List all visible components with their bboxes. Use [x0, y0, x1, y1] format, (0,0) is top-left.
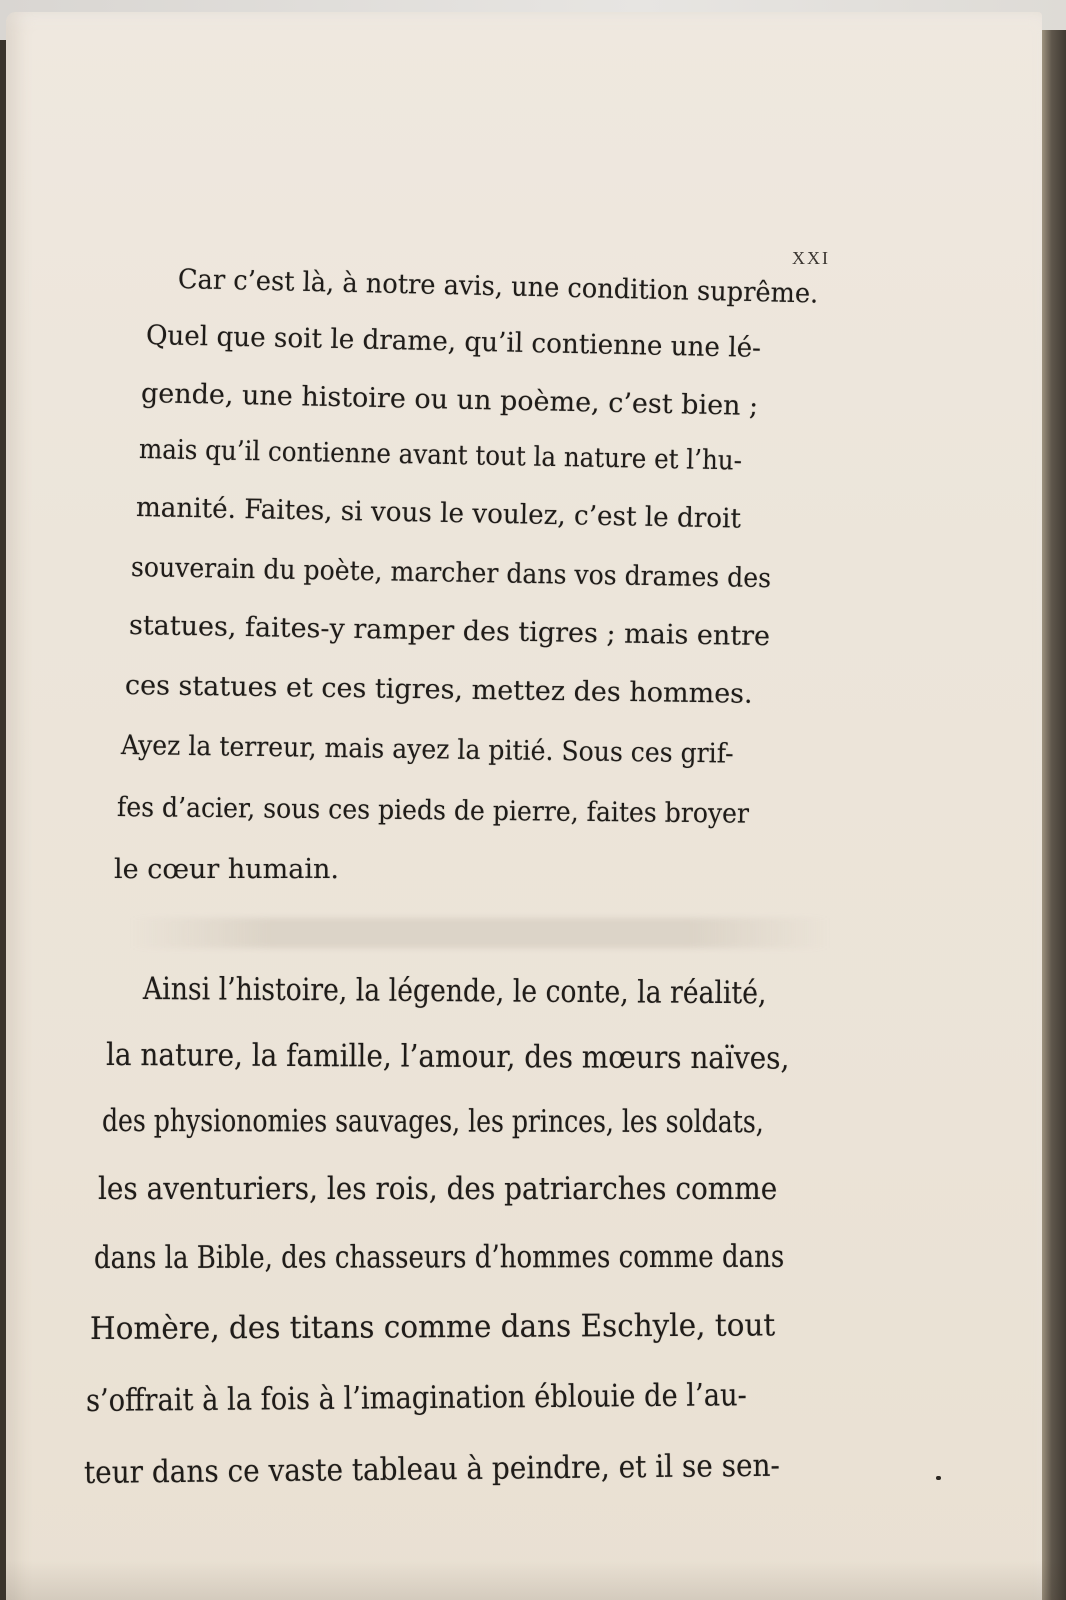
paragraph-2-line: Ainsi l’histoire, la légende, le conte, la réalité,: [142, 971, 767, 1012]
paragraph-2-line: des physionomies sauvages, les princes, les soldats,: [101, 1103, 764, 1141]
paragraph-2-line: Homère, des titans comme dans Eschyle, tout: [89, 1307, 776, 1347]
paragraph-2-line: les aventuriers, les rois, des patriarches comme: [98, 1171, 778, 1207]
paragraph-1-line: mais qu’il contienne avant tout la nature et l’hu-: [138, 434, 743, 477]
paragraph-1-line: manité. Faites, si vous le voulez, c’est le droit: [135, 492, 742, 535]
bottom-shadow: [0, 1560, 1066, 1600]
paragraph-1-line: fes d’acier, sous ces pieds de pierre, faites broyer: [116, 792, 750, 830]
paragraph-1-line: gende, une histoire ou un poème, c’est bien ;: [140, 378, 759, 422]
show-through-text: [130, 918, 830, 948]
paragraph-2-line: teur dans ce vaste tableau à peindre, et il se sen-: [83, 1447, 781, 1491]
paragraph-1-line: statues, faites-y ramper des tigres ; mais entre: [128, 610, 771, 653]
ink-speck: [936, 1476, 941, 1480]
paragraph-1-line: souverain du poète, marcher dans vos drames des: [130, 552, 772, 595]
paragraph-1-line: le cœur humain.: [114, 854, 339, 885]
paragraph-1-line: Quel que soit le drame, qu’il contienne une lé-: [145, 320, 762, 364]
page-number: XXI: [792, 248, 830, 268]
paragraph-1-line: Ayez la terreur, mais ayez la pitié. Sous ces grif-: [120, 730, 734, 770]
paragraph-1-line: ces statues et ces tigres, mettez des hommes.: [124, 670, 753, 710]
paragraph-2-line: la nature, la famille, l’amour, des mœurs naïves,: [105, 1037, 790, 1077]
paragraph-1-line: Car c’est là, à notre avis, une condition suprême.: [177, 264, 819, 310]
paragraph-2-line: s’offrait à la fois à l’imagination éblouie de l’au-: [85, 1377, 747, 1419]
paragraph-2-line: dans la Bible, des chasseurs d’hommes comme dans: [93, 1238, 785, 1276]
